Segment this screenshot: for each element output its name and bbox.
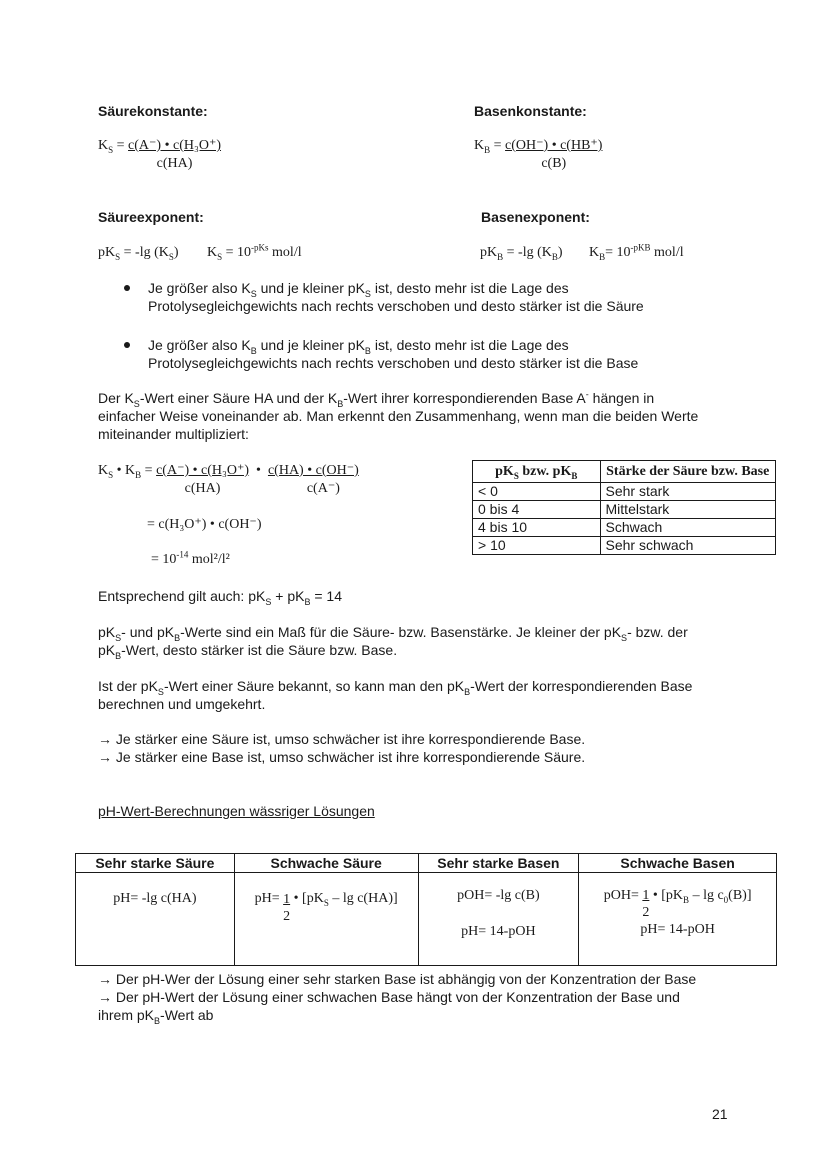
table-row: > 10 Sehr schwach (473, 537, 776, 555)
strength-paragraph: $pK_S-$ und $pK_B$-Werte sind ein Maß für die Säure- bzw. Basenstärke. Je kleiner der $pK_S-$ bzw. der $pK_B$-Wert, desto stärker ist die Säure bzw. Base. (98, 624, 688, 661)
product-formula: $K_S$ • $K_B$ = $\frac{\text{c(A⁻) • c(H₃O⁺)}}{c(HA)}$ • $\frac{c(HA) • c(OH^-)}{c(A^-)}$ (98, 463, 359, 496)
table-row (76, 873, 777, 966)
basenexponent-formula1: $pK_B = -\lg$ $(K_B)$ (480, 245, 563, 262)
saeureexponent-formula2: $K_S = 10^{-pKs}$ mol/l (207, 242, 302, 262)
page-number: 21 (712, 1106, 728, 1122)
basenexponent-formula2: $K_B= 10^{-pKB}$ mol/l (589, 242, 684, 262)
ph-header-schwache-saeure: Schwache Säure (234, 854, 418, 873)
product-line3: = $10^{-14}$ mol²/l² (151, 549, 230, 567)
ph-header-schwache-basen: Schwache Basen (579, 854, 777, 873)
saeurekonstante-heading: Säurekonstante: (98, 103, 208, 119)
saeureexponent-heading: Säureexponent: (98, 209, 204, 225)
bullet-saeure: Je größer also $K_S$ und je kleiner $pK_S$ ist, desto mehr ist die Lage des Protolysegleichgewichts nach rechts verschoben und desto stärker ist die Säure (148, 280, 644, 314)
bullet-base: Je größer also $K_B$ und je kleiner $pK_B$ ist, desto mehr ist die Lage des Protolysegleichgewichts nach rechts verschoben und desto stärker ist die Base (148, 337, 639, 371)
ph-cell-starke-basen: pOH= -lg c(B) pH= 14-pOH (418, 873, 579, 966)
saeureexponent-formula1: $pK_S = -\lg$ $(K_S)$ (98, 245, 179, 262)
intro-paragraph: Der $K_S$-Wert einer Säure HA und der $K_B$-Wert ihrer korrespondierenden Base A- hängen in einfacher Weise voneinander ab. Man erkennt den Zusammenhang, wenn man die beiden Werte miteinander multipliziert: (98, 389, 699, 442)
saeurekonstante-formula: $K_S$ = $\frac{\text{c(A⁻) • c(H₃O⁺)}}{c(HA)}$ (98, 138, 222, 171)
strength-header-pk: $pK_S$ bzw. $pK_B$ (473, 461, 601, 483)
ph-cell-schwache-saeure: pH= $\frac{1}{2}$ • [$pK_S$ – lg c(HA)] (234, 873, 418, 966)
product-line2: = c(H₃O⁺) • c(OH⁻) (147, 517, 262, 532)
ph-table (75, 853, 777, 966)
arrow-statements: → Je stärker eine Säure ist, umso schwächer ist ihre korrespondierende Base. → Je stärker eine Base ist, umso schwächer ist ihre korrespondierende Säure. (98, 731, 586, 765)
bullet-dot (124, 285, 130, 291)
ph-table-header (76, 854, 777, 873)
conversion-paragraph: Ist der $pK_S$-Wert einer Säure bekannt, so kann man den $pK_B$-Wert der korrespondierenden Base berechnen und umgekehrt. (98, 678, 693, 712)
bullet-dot (124, 342, 130, 348)
ph-header-sehr-starke-saeure: Sehr starke Säure (76, 854, 235, 873)
table-row: 4 bis 10 Schwach (473, 519, 776, 537)
basenexponent-heading: Basenexponent: (481, 209, 590, 225)
ph-cell-starke-saeure: pH= -lg c(HA) (76, 873, 235, 966)
ph-statements: → Der pH-Wer der Lösung einer sehr starken Base ist abhängig von der Konzentration der Base → Der pH-Wert der Lösung einer schwachen Base hängt von der Konzentration der Base und ihrem $pK_B$-Wert ab (98, 971, 697, 1026)
strength-table-header (473, 461, 776, 483)
ph-heading: pH-Wert-Berechnungen wässriger Lösungen (98, 803, 375, 819)
ph-cell-schwache-basen: pOH= $\frac{1}{2}$ • [$pK_B$ – $\lg c_0(B)$] pH= 14-pOH (579, 873, 777, 966)
ph-header-sehr-starke-basen: Sehr starke Basen (418, 854, 579, 873)
strength-table (472, 460, 776, 555)
sum-line: Entsprechend gilt auch: $pK_S + pK_B = 14$ (98, 588, 342, 607)
table-row: < 0 Sehr stark (473, 483, 776, 501)
basenkonstante-formula: $K_B$ = $\frac{c(OH^-) • c(HB^+)}{c(B)}$ (474, 138, 603, 171)
table-row: 0 bis 4 Mittelstark (473, 501, 776, 519)
basenkonstante-heading: Basenkonstante: (474, 103, 587, 119)
strength-header-staerke: Stärke der Säure bzw. Base (600, 461, 775, 483)
